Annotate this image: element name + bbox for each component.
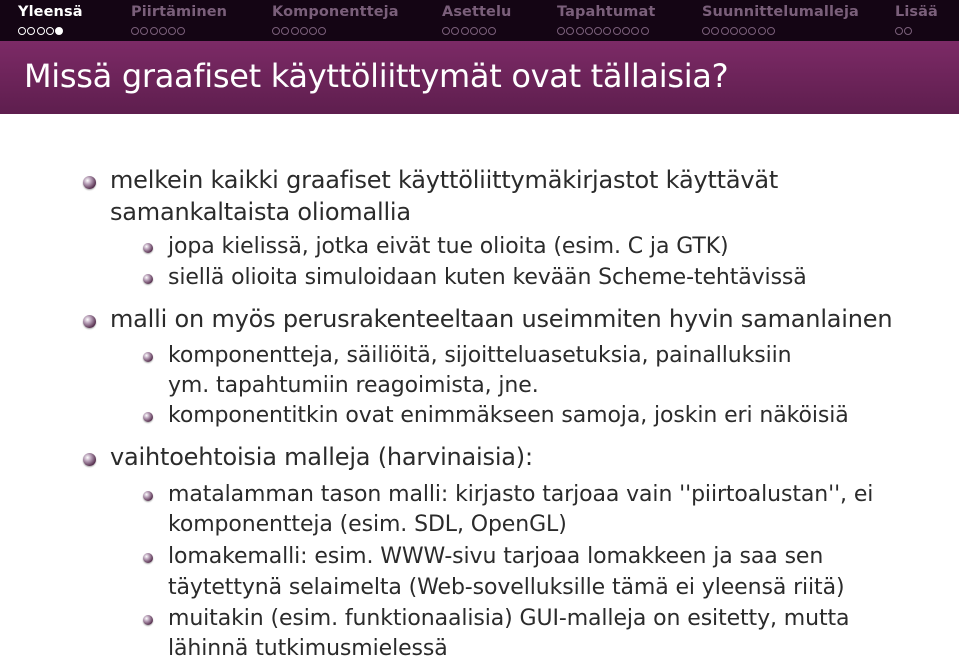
nav-dot[interactable] <box>18 27 26 35</box>
nav-dots <box>702 27 776 36</box>
nav-dot[interactable] <box>585 27 593 35</box>
nav-dot[interactable] <box>594 27 602 35</box>
sub-bullet-icon <box>143 352 153 362</box>
nav-dot[interactable] <box>318 27 326 35</box>
nav-dot[interactable] <box>702 27 710 35</box>
nav-dot[interactable] <box>748 27 756 35</box>
nav-dot[interactable] <box>309 27 317 35</box>
sub-list-item-continuation: täytettynä selaimelta (Web-sovelluksille tämä ei yleensä riitä) <box>168 575 845 600</box>
list-item: melkein kaikki graafiset käyttöliittymäkirjastot käyttävät <box>110 166 779 194</box>
nav-dot[interactable] <box>488 27 496 35</box>
nav-dots <box>18 27 64 36</box>
nav-dots <box>272 27 328 36</box>
sub-list-item: lomakemalli: esim. WWW-sivu tarjoaa lomakkeen ja saa sen <box>168 544 824 569</box>
slide-content <box>0 114 959 665</box>
nav-dot[interactable] <box>140 27 148 35</box>
navigation-bar <box>0 0 959 41</box>
nav-section-title[interactable]: Piirtäminen <box>131 4 228 20</box>
nav-dot[interactable] <box>150 27 158 35</box>
sub-list-item-continuation: ym. tapahtumiin reagoimista, jne. <box>168 373 539 398</box>
nav-dot[interactable] <box>442 27 450 35</box>
sub-bullet-icon <box>143 615 153 625</box>
nav-dot[interactable] <box>730 27 738 35</box>
sub-bullet-icon <box>143 491 153 501</box>
sub-bullet-icon <box>143 243 153 253</box>
sub-list-item: komponentteja, säiliöitä, sijoitteluasetuksia, painalluksiin <box>168 343 792 368</box>
nav-dot[interactable] <box>739 27 747 35</box>
nav-dot[interactable] <box>576 27 584 35</box>
nav-dot[interactable] <box>177 27 185 35</box>
sub-list-item-continuation: komponentteja (esim. SDL, OpenGL) <box>168 512 567 537</box>
nav-dot[interactable] <box>566 27 574 35</box>
nav-dot[interactable] <box>272 27 280 35</box>
list-item: vaihtoehtoisia malleja (harvinaisia): <box>110 443 533 471</box>
sub-bullet-icon <box>143 553 153 563</box>
sub-list-item: siellä olioita simuloidaan kuten kevään Scheme-tehtävissä <box>168 265 807 290</box>
frame-title-bar <box>0 41 959 114</box>
nav-dot[interactable] <box>758 27 766 35</box>
list-item: malli on myös perusrakenteeltaan useimmiten hyvin samanlainen <box>110 305 893 333</box>
list-item-continuation: samankaltaista oliomallia <box>110 198 411 226</box>
nav-dot[interactable] <box>281 27 289 35</box>
bullet-icon <box>83 315 96 328</box>
sub-list-item: komponentitkin ovat enimmäkseen samoja, joskin eri näköisiä <box>168 403 849 428</box>
nav-section-title[interactable]: Komponentteja <box>272 4 399 20</box>
nav-dot[interactable] <box>300 27 308 35</box>
nav-dot[interactable] <box>613 27 621 35</box>
nav-dots <box>442 27 498 36</box>
sub-list-item: jopa kielissä, jotka eivät tue olioita (esim. C ja GTK) <box>168 234 729 259</box>
nav-dot[interactable] <box>641 27 649 35</box>
nav-dot[interactable] <box>55 27 63 35</box>
nav-dot[interactable] <box>451 27 459 35</box>
nav-dot[interactable] <box>767 27 775 35</box>
nav-dot[interactable] <box>479 27 487 35</box>
nav-dot[interactable] <box>904 27 912 35</box>
nav-dot[interactable] <box>557 27 565 35</box>
nav-section-title[interactable]: Suunnittelumalleja <box>702 4 859 20</box>
nav-dot[interactable] <box>46 27 54 35</box>
nav-dot[interactable] <box>470 27 478 35</box>
nav-dot[interactable] <box>721 27 729 35</box>
sub-bullet-icon <box>143 274 153 284</box>
sub-list-item-continuation: lähinnä tutkimusmielessä <box>168 636 448 661</box>
nav-dot[interactable] <box>291 27 299 35</box>
nav-section-title[interactable]: Lisää <box>895 4 938 20</box>
nav-dot[interactable] <box>37 27 45 35</box>
nav-dot[interactable] <box>27 27 35 35</box>
nav-dot[interactable] <box>631 27 639 35</box>
nav-dots <box>895 27 914 36</box>
nav-section-title[interactable]: Asettelu <box>442 4 512 20</box>
nav-dots <box>557 27 650 36</box>
nav-dot[interactable] <box>159 27 167 35</box>
bullet-icon <box>83 453 96 466</box>
nav-section-title[interactable]: Yleensä <box>18 4 83 20</box>
sub-list-item: muitakin (esim. funktionaalisia) GUI-malleja on esitetty, mutta <box>168 606 850 631</box>
sub-bullet-icon <box>143 412 153 422</box>
nav-dots <box>131 27 187 36</box>
nav-section-title[interactable]: Tapahtumat <box>557 4 656 20</box>
bullet-icon <box>83 176 96 189</box>
nav-dot[interactable] <box>622 27 630 35</box>
nav-dot[interactable] <box>131 27 139 35</box>
nav-dot[interactable] <box>895 27 903 35</box>
nav-dot[interactable] <box>711 27 719 35</box>
frame-title: Missä graafiset käyttöliittymät ovat tällaisia? <box>24 57 729 95</box>
nav-dot[interactable] <box>603 27 611 35</box>
nav-dot[interactable] <box>168 27 176 35</box>
sub-list-item: matalamman tason malli: kirjasto tarjoaa vain ''piirtoalustan'', ei <box>168 482 874 507</box>
nav-dot[interactable] <box>461 27 469 35</box>
